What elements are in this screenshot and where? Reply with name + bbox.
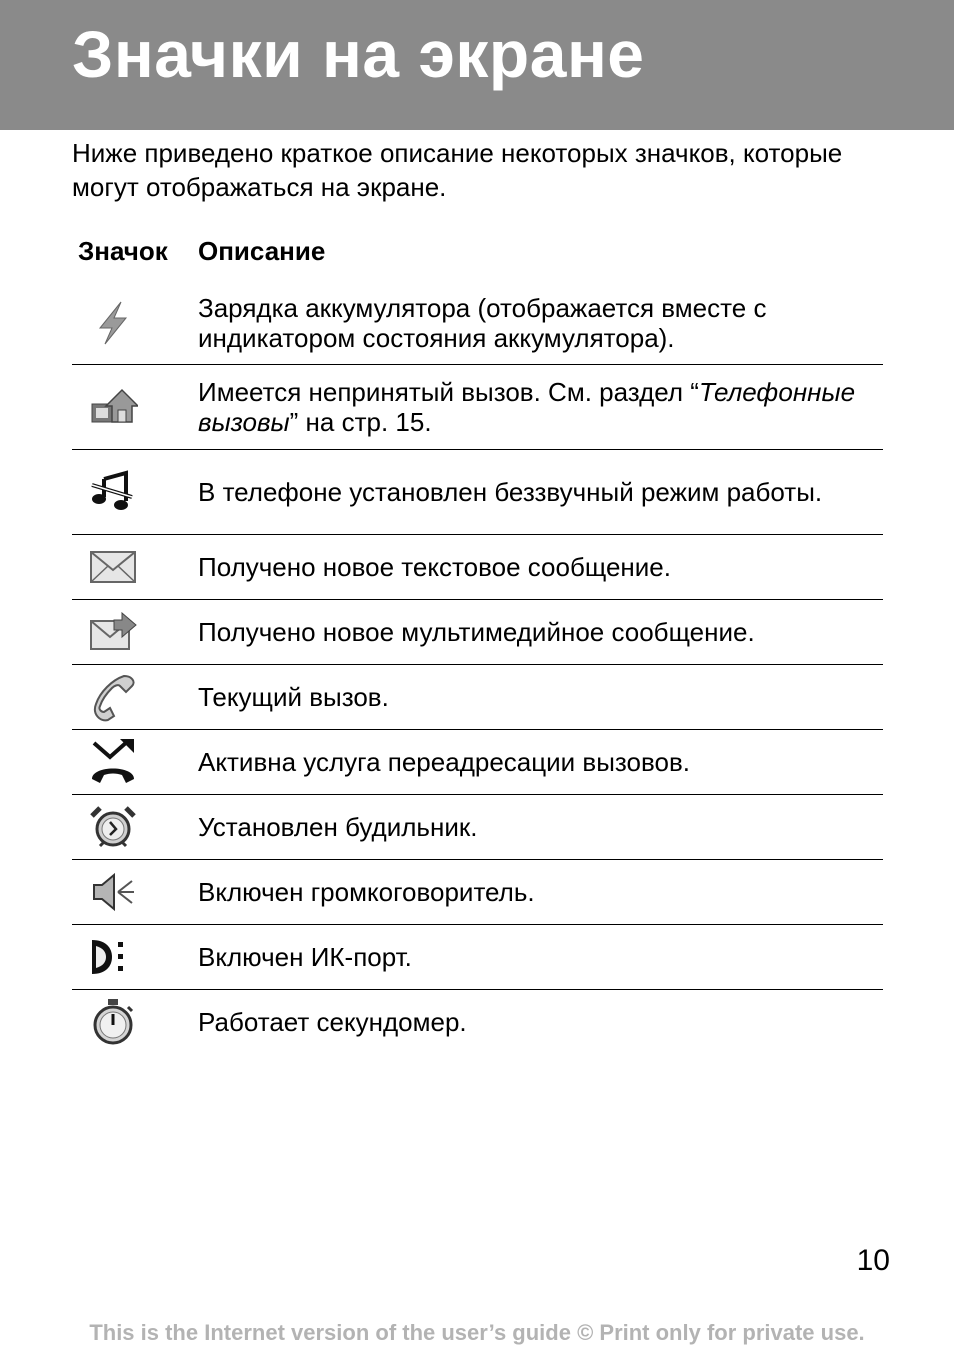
table-row	[72, 730, 883, 795]
row-description: Получено новое мультимедийное сообщение.	[198, 617, 755, 647]
row-description: В телефоне установлен беззвучный режим работы.	[198, 477, 823, 507]
column-header-icon: Значок	[78, 236, 168, 266]
table-row	[72, 860, 883, 925]
section-reference-link: Телефонные вызовы	[198, 377, 856, 437]
charging-bolt-icon	[88, 298, 138, 348]
row-description: Включен ИК-порт.	[198, 942, 412, 972]
row-text-after: ” на стр. 15.	[289, 407, 432, 437]
table-row	[72, 450, 883, 535]
table-row	[72, 795, 883, 860]
stopwatch-icon	[88, 997, 138, 1047]
column-header-description: Описание	[198, 236, 326, 266]
page-number: 10	[856, 1244, 890, 1277]
row-description: Установлен будильник.	[198, 812, 478, 842]
row-description: Зарядка аккумулятора (отображается вместе с индикатором состояния аккумулятора).	[198, 293, 767, 353]
row-description: Текущий вызов.	[198, 682, 389, 712]
infrared-port-icon	[88, 932, 138, 982]
table-header	[72, 236, 883, 270]
table-row	[72, 925, 883, 990]
table-row	[72, 282, 883, 365]
page-header	[0, 0, 954, 130]
page-title: Значки на экране	[72, 17, 645, 91]
table-row	[72, 600, 883, 665]
row-description: Активна услуга переадресации вызовов.	[198, 747, 691, 777]
table-row	[72, 535, 883, 600]
row-description: Получено новое текстовое сообщение.	[198, 552, 671, 582]
silent-mode-icon	[88, 467, 138, 517]
icon-table	[72, 282, 883, 1054]
ongoing-call-icon	[88, 672, 138, 722]
missed-call-icon	[88, 382, 138, 432]
row-description: Работает секундомер.	[198, 1007, 467, 1037]
table-row	[72, 990, 883, 1054]
table-row	[72, 365, 883, 450]
intro-paragraph: Ниже приведено краткое описание некоторых значков, которые могут отображаться на экране.	[72, 138, 843, 202]
call-divert-icon	[88, 737, 138, 787]
row-description	[198, 377, 868, 437]
loudspeaker-icon	[88, 867, 138, 917]
footer-note: This is the Internet version of the user’s guide © Print only for private use.	[89, 1320, 865, 1345]
row-text-before: Имеется непринятый вызов. См. раздел “	[198, 377, 699, 407]
multimedia-message-icon	[88, 607, 138, 657]
table-row	[72, 665, 883, 730]
row-description: Включен громкоговоритель.	[198, 877, 535, 907]
text-message-icon	[88, 542, 138, 592]
alarm-clock-icon	[88, 802, 138, 852]
